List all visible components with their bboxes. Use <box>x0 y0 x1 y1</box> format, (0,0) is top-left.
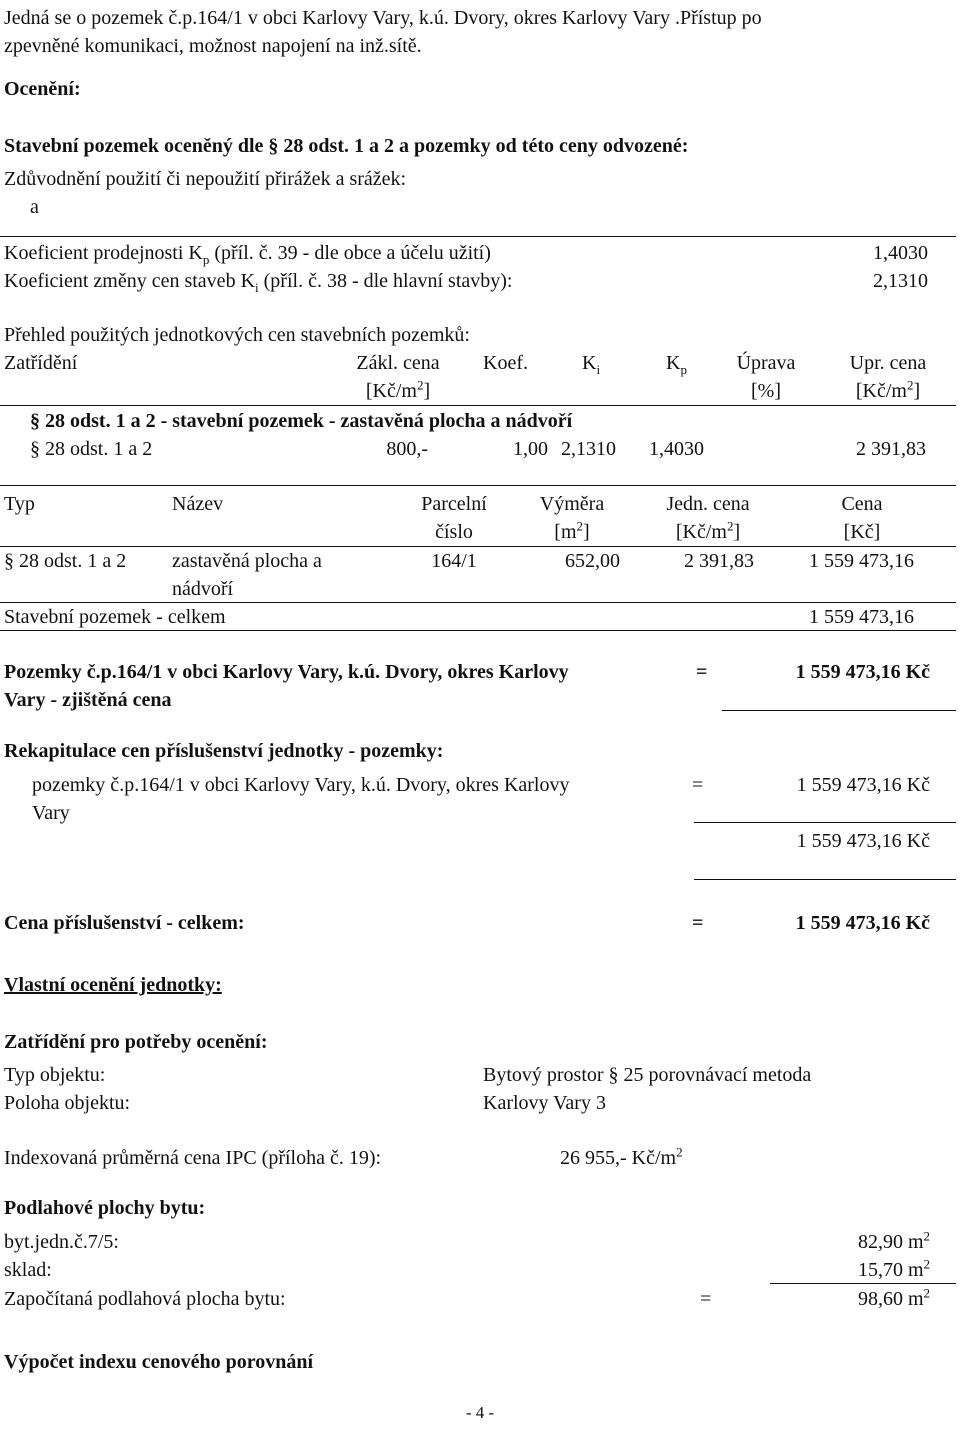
coef-zmeny-cen-label: Koeficient změny cen staveb $K_i$ (příl. č. 38 - dle hlavní stavby): <box>4 270 513 295</box>
land-hdr-jedn: Jedn. cena <box>666 493 750 515</box>
typ-objektu-value: Bytový prostor § 25 porovnávací metoda <box>483 1064 812 1086</box>
pozemky-summary-value: 1 559 473,16 Kč <box>795 661 930 683</box>
divider <box>0 546 956 547</box>
divider <box>0 630 956 631</box>
oceneni-heading: Ocenění: <box>4 78 81 100</box>
land-hdr-typ: Typ <box>4 493 35 515</box>
floor-area-total-label: Započítaná podlahová plocha bytu: <box>4 1288 286 1310</box>
unit-price-row-zatrideni: § 28 odst. 1 a 2 <box>30 438 153 460</box>
hdr-zakl-cena: Zákl. cena <box>356 352 440 374</box>
cena-prislusenstvi-value: 1 559 473,16 Kč <box>795 912 930 934</box>
unit-price-row-upr: 2 391,83 <box>856 438 926 460</box>
typ-objektu-label: Typ objektu: <box>4 1064 106 1086</box>
sum-line <box>694 879 956 880</box>
divider <box>0 602 956 603</box>
land-row-nazev-1: zastavěná plocha a <box>172 550 322 572</box>
unit-prices-title: Přehled použitých jednotkových cen stavebních pozemků: <box>4 324 470 346</box>
floor-area-label: sklad: <box>4 1259 52 1281</box>
hdr-upr-unit: $[Kč/m^2]$ <box>855 377 921 402</box>
poloha-objektu-label: Poloha objektu: <box>4 1092 131 1114</box>
unit-price-group-label: § 28 odst. 1 a 2 - stavební pozemek - zastavěná plocha a nádvoří <box>30 410 573 432</box>
sum-line <box>770 1283 956 1284</box>
hdr-koef: Koef. <box>483 352 528 374</box>
coef-zmeny-cen-value: 2,1310 <box>873 270 928 292</box>
land-hdr-cena: Cena <box>841 493 883 515</box>
unit-price-row-zakl: 800,- <box>386 438 428 460</box>
rekapitulace-heading: Rekapitulace cen příslušenství jednotky - pozemky: <box>4 740 444 762</box>
coef-prodejnosti-value: 1,4030 <box>873 242 928 264</box>
ipc-value: 26 955,- $Kč/m^2$ <box>560 1144 683 1169</box>
floor-area-value: 15,70 $m^2$ <box>857 1256 930 1281</box>
coef-prodejnosti-label: Koeficient prodejnosti $K_p$ (příl. č. 39 - dle obce a účelu užití) <box>4 242 491 267</box>
land-total-value: 1 559 473,16 <box>809 606 914 628</box>
land-row-vymera: 652,00 <box>565 550 620 572</box>
floor-area-label: byt.jedn.č.7/5: <box>4 1231 119 1253</box>
hdr-uprava-unit: [%] <box>751 380 781 402</box>
vlastni-oceneni-heading: Vlastní ocenění jednotky: <box>4 974 222 996</box>
hdr-zatrideni: Zatřídění <box>4 352 78 374</box>
oceneni-subheading: Stavební pozemek oceněný dle § 28 odst. 1 a 2 a pozemky od této ceny odvozené: <box>4 135 689 157</box>
land-hdr-cena-unit: [Kč] <box>843 521 881 543</box>
floor-area-total-value: 98,60 $m^2$ <box>857 1285 930 1310</box>
land-hdr-parcelni: Parcelní <box>421 493 487 515</box>
land-hdr-vymera: Výměra <box>539 493 605 515</box>
unit-price-row-koef: 1,00 <box>513 438 548 460</box>
land-hdr-nazev: Název <box>172 493 224 515</box>
intro-line-2: zpevněné komunikaci, možnost napojení na inž.sítě. <box>4 35 422 57</box>
land-hdr-parcelni-2: číslo <box>435 521 473 543</box>
hdr-zakl-unit: $[Kč/m^2]$ <box>365 377 431 402</box>
podlahove-heading: Podlahové plochy bytu: <box>4 1197 206 1219</box>
rekapitulace-item-line-2: Vary <box>32 802 70 824</box>
pozemky-summary-eq: = <box>696 661 708 683</box>
land-row-jedn: 2 391,83 <box>684 550 754 572</box>
justification-label: Zdůvodnění použití či nepoužití přirážek a srážek: <box>4 168 407 190</box>
floor-area-value: 82,90 $m^2$ <box>857 1228 930 1253</box>
sum-line <box>694 822 956 823</box>
divider <box>0 405 956 406</box>
hdr-upr-cena: Upr. cena <box>849 352 927 374</box>
pozemky-summary-line-1: Pozemky č.p.164/1 v obci Karlovy Vary, k.ú. Dvory, okres Karlovy <box>4 661 569 683</box>
rekapitulace-sum-value: 1 559 473,16 Kč <box>796 830 930 852</box>
divider <box>0 236 956 237</box>
floor-area-total-eq: = <box>700 1288 712 1310</box>
rekapitulace-item-value: 1 559 473,16 Kč <box>796 774 930 796</box>
ipc-label: Indexovaná průměrná cena IPC (příloha č. 19): <box>4 1147 382 1169</box>
page-number: - 4 - <box>465 1403 495 1422</box>
hdr-ki: $K_i$ <box>582 352 601 377</box>
unit-price-row-ki: 2,1310 <box>561 438 616 460</box>
divider <box>0 485 956 486</box>
rekapitulace-item-eq: = <box>692 774 704 796</box>
land-total-label: Stavební pozemek - celkem <box>4 606 226 628</box>
unit-price-row-kp: 1,4030 <box>649 438 704 460</box>
land-row-parcelni: 164/1 <box>431 550 477 572</box>
land-row-cena: 1 559 473,16 <box>809 550 914 572</box>
land-hdr-vymera-unit: $[m^2]$ <box>554 518 590 543</box>
rekapitulace-item-line-1: pozemky č.p.164/1 v obci Karlovy Vary, k.ú. Dvory, okres Karlovy <box>32 774 570 796</box>
zatrideni-heading: Zatřídění pro potřeby ocenění: <box>4 1031 268 1053</box>
cena-prislusenstvi-eq: = <box>692 912 704 934</box>
land-row-typ: § 28 odst. 1 a 2 <box>4 550 127 572</box>
pozemky-summary-line-2: Vary - zjištěná cena <box>4 689 172 711</box>
poloha-objektu-value: Karlovy Vary 3 <box>483 1092 606 1114</box>
hdr-kp: $K_p$ <box>666 352 687 377</box>
value-underline <box>722 710 956 711</box>
intro-line-1: Jedná se o pozemek č.p.164/1 v obci Karlovy Vary, k.ú. Dvory, okres Karlovy Vary .Přístup po <box>4 7 762 29</box>
justification-value: a <box>30 196 39 218</box>
hdr-uprava: Úprava <box>736 352 796 374</box>
vypocet-heading: Výpočet indexu cenového porovnání <box>4 1351 314 1373</box>
land-hdr-jedn-unit: $[Kč/m^2]$ <box>675 518 741 543</box>
cena-prislusenstvi-label: Cena příslušenství - celkem: <box>4 912 245 934</box>
land-row-nazev-2: nádvoří <box>172 578 234 600</box>
